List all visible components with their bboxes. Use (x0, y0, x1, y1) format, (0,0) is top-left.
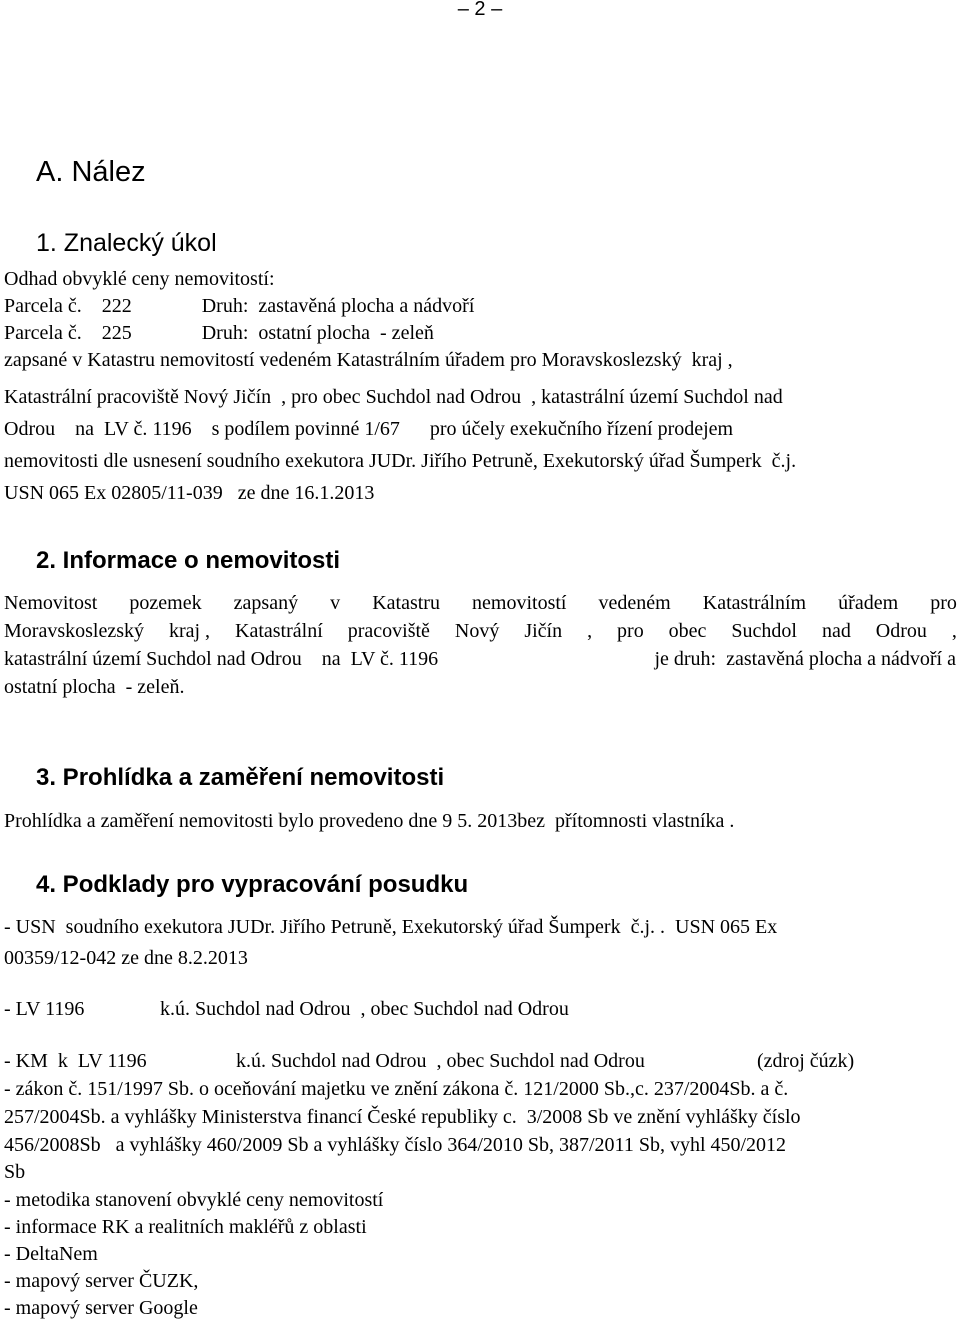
word: Katastru (372, 592, 440, 614)
sources-km-label: - KM k LV 1196 (4, 1050, 147, 1072)
word: Jičín (524, 620, 563, 642)
page-number: – 2 – (457, 0, 503, 20)
section-1-line: nemovitosti dle usnesení soudního exekutora JUDr. Jiřího Petruně, Exekutorský úřad Šumperk č.j. (4, 450, 797, 472)
word: vedeném (598, 592, 671, 614)
word: kraj , (168, 620, 211, 642)
sources-lv-label: - LV 1196 (4, 998, 85, 1020)
heading-a-nalez: A. Nález (36, 156, 146, 188)
sources-item: - mapový server ČUZK, (4, 1270, 199, 1292)
sources-law-line-2: 257/2004Sb. a vyhlášky Ministerstva financí České republiky c. 3/2008 Sb ve znění vyhlášky číslo (4, 1106, 801, 1128)
sources-law-line-3: 456/2008Sb a vyhlášky 460/2009 Sb a vyhlášky číslo 364/2010 Sb, 387/2011 Sb, vyhl 450/2012 (4, 1134, 787, 1156)
sources-item: - metodika stanovení obvyklé ceny nemovitostí (4, 1189, 384, 1211)
word: Katastrální (235, 620, 323, 642)
section-1-line: Katastrální pracoviště Nový Jičín , pro obec Suchdol nad Odrou , katastrální území Suchdol nad (4, 386, 783, 408)
word: úřadem (838, 592, 899, 614)
section-1-line: zapsané v Katastru nemovitostí vedeném Katastrálním úřadem pro Moravskoslezský kraj , (4, 349, 733, 371)
section-2-line-3-right: je druh: zastavěná plocha a nádvoří a (654, 648, 956, 670)
section-1-line: USN 065 Ex 02805/11-039 ze dne 16.1.2013 (4, 482, 375, 504)
word: , (951, 620, 957, 642)
word: Nový (454, 620, 500, 642)
section-3-text: Prohlídka a zaměření nemovitosti bylo provedeno dne 9 5. 2013bez přítomnosti vlastníka . (4, 810, 735, 832)
section-1-title: 1. Znalecký úkol (36, 229, 217, 257)
section-4-title: 4. Podklady pro vypracování posudku (36, 871, 469, 898)
sources-usn-line-1: - USN soudního exekutora JUDr. Jiřího Petruně, Exekutorský úřad Šumperk č.j. . USN 065 Ex (4, 916, 778, 938)
section-1-line: Odrou na LV č. 1196 s podílem povinné 1/67 pro účely exekučního řízení prodejem (4, 418, 734, 440)
word: Katastrálním (702, 592, 807, 614)
sources-item: - DeltaNem (4, 1243, 98, 1265)
word: Odrou (875, 620, 927, 642)
section-3-title: 3. Prohlídka a zaměření nemovitosti (36, 764, 445, 791)
word: pro (617, 620, 644, 642)
section-2-line-2 (4, 618, 957, 645)
word: obec (668, 620, 707, 642)
word: , (587, 620, 593, 642)
section-2-line-3-left: katastrální území Suchdol nad Odrou na LV č. 1196 (4, 648, 439, 670)
sources-law-line-4: Sb (4, 1161, 26, 1183)
word: v (330, 592, 341, 614)
sources-usn-line-2: 00359/12-042 ze dne 8.2.2013 (4, 947, 248, 969)
sources-lv-text: k.ú. Suchdol nad Odrou , obec Suchdol nad Odrou (160, 998, 569, 1020)
section-1-line: Parcela č. 222 Druh: zastavěná plocha a nádvoří (4, 295, 475, 317)
word: pracoviště (347, 620, 430, 642)
word: nad (821, 620, 851, 642)
word: Nemovitost (4, 592, 98, 614)
section-2-line-4: ostatní plocha - zeleň. (4, 676, 185, 698)
word: pozemek (129, 592, 202, 614)
sources-item: - mapový server Google (4, 1297, 198, 1319)
sources-km-source: (zdroj čúzk) (757, 1050, 855, 1072)
section-2-line-1 (4, 590, 957, 617)
section-1-line: Parcela č. 225 Druh: ostatní plocha - zeleň (4, 322, 434, 344)
word: Moravskoslezský (4, 620, 144, 642)
sources-km-text: k.ú. Suchdol nad Odrou , obec Suchdol nad Odrou (236, 1050, 645, 1072)
section-1-line: Odhad obvyklé ceny nemovitostí: (4, 268, 275, 290)
sources-law-line-1: - zákon č. 151/1997 Sb. o oceňování majetku ve znění zákona č. 121/2000 Sb.,c. 237/2004Sb. a č. (4, 1078, 789, 1100)
word: nemovitostí (472, 592, 567, 614)
sources-item: - informace RK a realitních makléřů z oblasti (4, 1216, 367, 1238)
word: pro (930, 592, 957, 614)
section-2-title: 2. Informace o nemovitosti (36, 547, 341, 574)
word: zapsaný (233, 592, 299, 614)
word: Suchdol (731, 620, 797, 642)
